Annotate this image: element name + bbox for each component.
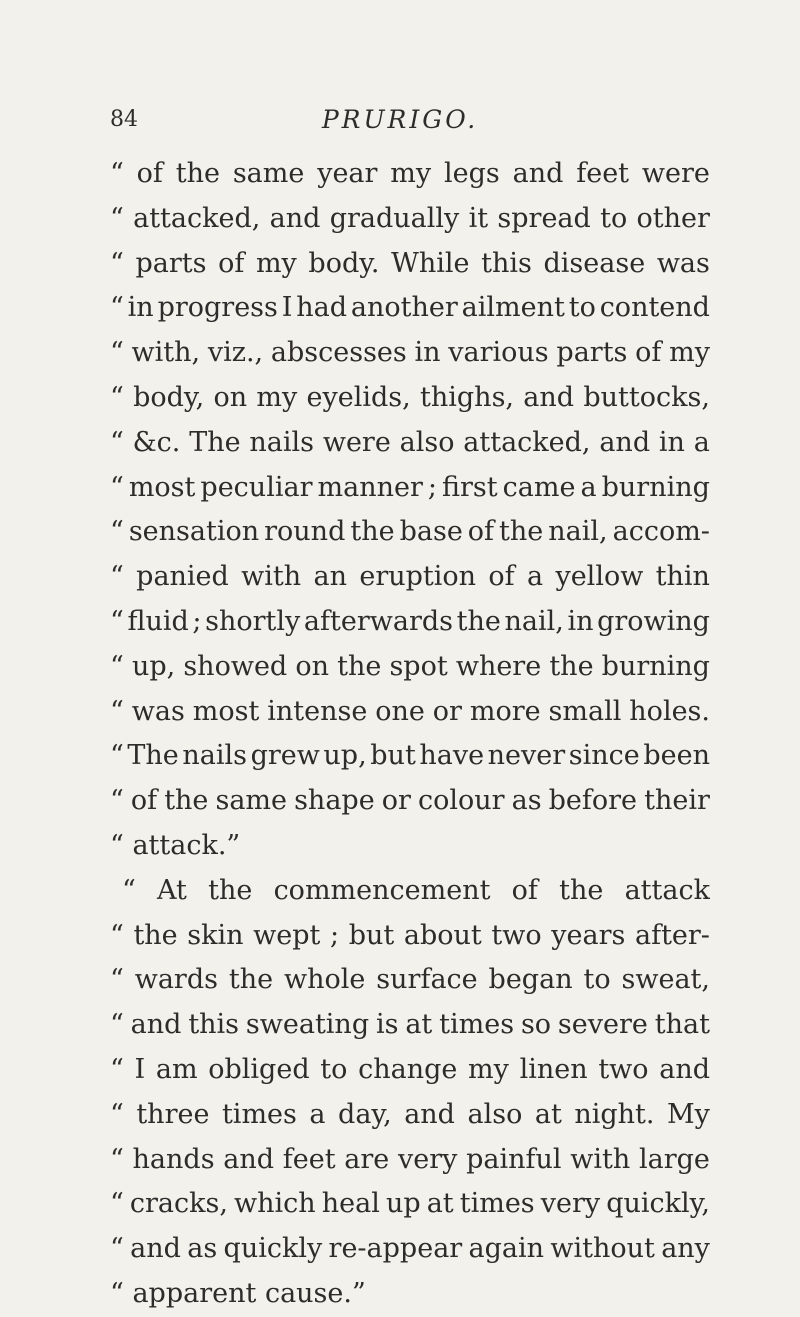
- word: grew: [250, 740, 320, 772]
- text-line: [110, 286, 710, 331]
- word: my: [669, 337, 710, 369]
- word: manner: [317, 471, 423, 503]
- word: linen: [519, 1053, 588, 1085]
- word: it: [468, 202, 489, 234]
- word: “: [110, 1233, 124, 1265]
- word: contend: [599, 292, 710, 324]
- word: began: [488, 964, 573, 996]
- word: “: [110, 561, 124, 593]
- word: their: [644, 785, 710, 817]
- word: legs: [444, 158, 500, 189]
- word: fluid: [127, 605, 189, 637]
- word: have: [419, 740, 485, 772]
- word: up,: [131, 650, 176, 682]
- word: “: [110, 426, 124, 458]
- word: on: [213, 381, 248, 413]
- text-line: [110, 555, 710, 600]
- word: more: [469, 695, 541, 727]
- word: wards: [134, 964, 218, 996]
- text-line: [110, 1272, 710, 1317]
- word: most: [192, 695, 260, 727]
- word: The: [127, 740, 179, 772]
- word: viz.,: [207, 337, 264, 369]
- word: which: [234, 1188, 316, 1220]
- word: at: [426, 1188, 454, 1220]
- word: were: [641, 158, 710, 189]
- word: night.: [574, 1098, 655, 1130]
- word: nails: [182, 740, 247, 772]
- word: “: [110, 785, 124, 817]
- word: large: [639, 1143, 710, 1175]
- word: as: [187, 1233, 218, 1265]
- word: before: [548, 785, 638, 817]
- word: a: [580, 471, 597, 503]
- word: nails: [249, 426, 315, 458]
- text-line: [110, 331, 710, 376]
- word: nail,: [548, 516, 608, 548]
- word: where: [455, 650, 542, 682]
- word: my: [255, 247, 297, 279]
- word: years: [551, 919, 626, 951]
- word: the: [228, 964, 274, 996]
- running-head: [110, 60, 690, 134]
- word: I: [134, 1053, 146, 1085]
- word: wept: [253, 919, 321, 951]
- word: and: [130, 1233, 181, 1265]
- word: the: [499, 516, 544, 548]
- text-line: [110, 510, 710, 555]
- word: or: [381, 785, 411, 817]
- word: “: [110, 1143, 124, 1175]
- word: accom-: [612, 516, 710, 548]
- word: spread: [497, 202, 591, 234]
- word: whole: [284, 964, 366, 996]
- word: times: [459, 1188, 535, 1220]
- word: am: [155, 1053, 198, 1085]
- word: growing: [597, 605, 710, 637]
- text-line: [110, 376, 710, 421]
- word: an: [313, 561, 348, 593]
- word: so: [520, 1009, 552, 1041]
- word: most: [128, 471, 196, 503]
- text-line: [110, 958, 710, 1003]
- text-line: [110, 466, 710, 511]
- word: is: [375, 1009, 399, 1041]
- word: body.: [308, 247, 380, 279]
- word: painful: [466, 1143, 562, 1175]
- word: and: [404, 1098, 455, 1130]
- word: afterwards: [303, 605, 453, 637]
- word: are: [344, 1143, 390, 1175]
- word: nail,: [504, 605, 564, 637]
- word: my: [256, 381, 298, 413]
- word: the: [337, 650, 382, 682]
- word: and: [512, 158, 564, 189]
- word: cause.”: [264, 1277, 366, 1309]
- text-line: [110, 1003, 710, 1048]
- word: “: [110, 740, 124, 772]
- word: “: [110, 1188, 124, 1220]
- text-line: [110, 869, 710, 914]
- word: shape: [294, 785, 375, 817]
- word: body,: [133, 381, 205, 413]
- word: times: [221, 1098, 297, 1130]
- word: that: [654, 1009, 710, 1041]
- word: cracks,: [129, 1188, 228, 1220]
- word: to: [600, 202, 628, 234]
- word: “: [110, 1277, 124, 1309]
- word: attacked,: [133, 202, 261, 234]
- word: of: [488, 561, 515, 593]
- word: attack: [624, 874, 710, 906]
- word: up,: [323, 740, 367, 772]
- word: round: [264, 516, 346, 548]
- word: re-appear: [328, 1233, 463, 1265]
- word: without: [550, 1233, 655, 1265]
- word: “: [110, 516, 124, 548]
- word: other: [636, 202, 710, 234]
- word: “: [110, 1009, 124, 1041]
- word: a: [309, 1098, 326, 1130]
- text-line: [110, 779, 710, 824]
- word: ;: [192, 605, 202, 637]
- word: At: [157, 874, 187, 906]
- word: ailment: [461, 292, 565, 324]
- word: abscesses: [270, 337, 407, 369]
- word: small: [548, 695, 622, 727]
- word: in: [567, 605, 594, 637]
- word: at: [405, 1009, 433, 1041]
- word: but: [348, 919, 395, 951]
- word: skin: [187, 919, 244, 951]
- word: at: [534, 1098, 562, 1130]
- word: “: [110, 1053, 124, 1085]
- word: spot: [389, 650, 448, 682]
- word: “: [110, 964, 124, 996]
- word: very: [398, 1143, 458, 1175]
- word: commencement: [273, 874, 491, 906]
- word: intense: [267, 695, 368, 727]
- word: the: [175, 158, 220, 189]
- word: yellow: [555, 561, 644, 593]
- word: severe: [557, 1009, 648, 1041]
- word: to: [320, 1053, 348, 1085]
- word: very: [540, 1188, 601, 1220]
- word: first: [442, 471, 498, 503]
- word: the: [164, 785, 209, 817]
- word: quickly,: [606, 1188, 710, 1220]
- word: in: [127, 292, 154, 324]
- word: burning: [601, 471, 710, 503]
- word: was: [131, 695, 185, 727]
- word: apparent: [132, 1277, 257, 1309]
- word: ;: [330, 919, 340, 951]
- word: year: [317, 158, 378, 189]
- word: any: [661, 1233, 710, 1265]
- word: and: [223, 1143, 275, 1175]
- word: “: [110, 471, 124, 503]
- running-title: PRURIGO.: [321, 105, 479, 134]
- word: up: [385, 1188, 421, 1220]
- word: &c.: [132, 426, 181, 458]
- word: came: [502, 471, 576, 503]
- word: feet: [576, 158, 630, 189]
- word: and: [130, 1009, 182, 1041]
- word: hands: [132, 1143, 215, 1175]
- word: “: [110, 1098, 124, 1130]
- word: the: [208, 874, 253, 906]
- word: the: [456, 605, 501, 637]
- word: one: [375, 695, 425, 727]
- word: never: [487, 740, 566, 772]
- word: feet: [282, 1143, 336, 1175]
- word: The: [189, 426, 241, 458]
- word: sensation: [128, 516, 260, 548]
- text-line: [110, 734, 710, 779]
- text-line: [110, 690, 710, 735]
- word: were: [322, 426, 391, 458]
- word: parts: [556, 337, 628, 369]
- word: thin: [655, 561, 710, 593]
- word: my: [468, 1053, 509, 1085]
- word: since: [568, 740, 640, 772]
- word: been: [643, 740, 710, 772]
- word: I: [281, 292, 293, 324]
- word: with: [570, 1143, 631, 1175]
- word: “: [110, 381, 124, 413]
- word: of: [136, 158, 163, 189]
- word: or: [432, 695, 462, 727]
- word: showed: [183, 650, 288, 682]
- word: the: [133, 919, 178, 951]
- word: “: [110, 247, 124, 279]
- word: “: [110, 337, 124, 369]
- word: surface: [376, 964, 478, 996]
- word: base: [399, 516, 463, 548]
- word: on: [295, 650, 329, 682]
- word: same: [215, 785, 288, 817]
- word: burning: [601, 650, 710, 682]
- word: this: [481, 247, 532, 279]
- word: “: [122, 874, 136, 906]
- word: the: [559, 874, 604, 906]
- word: to: [568, 292, 596, 324]
- word: various: [448, 337, 549, 369]
- word: sweat,: [621, 964, 710, 996]
- word: also: [399, 426, 455, 458]
- word: a: [527, 561, 544, 593]
- word: was: [656, 247, 710, 279]
- word: holes.: [629, 695, 710, 727]
- word: of: [635, 337, 662, 369]
- word: to: [583, 964, 611, 996]
- word: of: [511, 874, 538, 906]
- text-line: [110, 242, 710, 287]
- word: had: [296, 292, 348, 324]
- word: “: [110, 605, 124, 637]
- word: times: [439, 1009, 515, 1041]
- text-line: [110, 1093, 710, 1138]
- text-line: [110, 1182, 710, 1227]
- word: sweating: [245, 1009, 370, 1041]
- word: While: [391, 247, 470, 279]
- word: eruption: [359, 561, 477, 593]
- word: gradually: [329, 202, 460, 234]
- word: my: [390, 158, 432, 189]
- word: of: [467, 516, 495, 548]
- word: disease: [543, 247, 646, 279]
- word: with,: [131, 337, 201, 369]
- text-line: [110, 1138, 710, 1183]
- word: panied: [136, 561, 229, 593]
- word: a: [693, 426, 710, 458]
- word: same: [232, 158, 305, 189]
- word: attack.”: [132, 829, 241, 861]
- text-line: [110, 197, 710, 242]
- word: this: [188, 1009, 240, 1041]
- word: again: [468, 1233, 545, 1265]
- word: and: [269, 202, 321, 234]
- word: change: [358, 1053, 458, 1085]
- word: another: [350, 292, 458, 324]
- word: “: [110, 292, 124, 324]
- word: colour: [417, 785, 505, 817]
- word: “: [110, 829, 124, 861]
- text-line: [110, 1048, 710, 1093]
- word: “: [110, 695, 124, 727]
- word: but: [370, 740, 416, 772]
- word: of: [130, 785, 158, 817]
- word: in: [658, 426, 685, 458]
- word: and: [523, 381, 575, 413]
- word: “: [110, 158, 124, 189]
- word: in: [414, 337, 441, 369]
- word: two: [598, 1053, 649, 1085]
- text-line: [110, 152, 710, 197]
- text-line: [110, 824, 710, 869]
- word: progress: [157, 292, 278, 324]
- word: peculiar: [200, 471, 313, 503]
- word: “: [110, 919, 124, 951]
- text-line: [110, 1227, 710, 1272]
- word: shortly: [205, 605, 301, 637]
- word: “: [110, 650, 124, 682]
- word: about: [403, 919, 482, 951]
- word: ;: [427, 471, 437, 503]
- word: eyelids,: [306, 381, 411, 413]
- word: thighs,: [420, 381, 515, 413]
- page-number: 84: [110, 107, 138, 132]
- word: and: [599, 426, 651, 458]
- text-line: [110, 421, 710, 466]
- text-line: [110, 914, 710, 959]
- word: My: [666, 1098, 710, 1130]
- word: parts: [135, 247, 207, 279]
- word: three: [136, 1098, 210, 1130]
- word: attacked,: [463, 426, 591, 458]
- word: as: [511, 785, 542, 817]
- word: day,: [338, 1098, 392, 1130]
- word: “: [110, 202, 124, 234]
- word: after-: [634, 919, 710, 951]
- word: of: [218, 247, 245, 279]
- word: two: [491, 919, 542, 951]
- text-line: [110, 600, 710, 645]
- word: quickly: [223, 1233, 323, 1265]
- text-line: [110, 645, 710, 690]
- word: the: [350, 516, 395, 548]
- word: the: [549, 650, 594, 682]
- word: and: [659, 1053, 710, 1085]
- body-text: [110, 152, 710, 1317]
- word: heal: [321, 1188, 380, 1220]
- word: buttocks,: [583, 381, 710, 413]
- word: also: [467, 1098, 523, 1130]
- word: obliged: [208, 1053, 310, 1085]
- word: with: [241, 561, 302, 593]
